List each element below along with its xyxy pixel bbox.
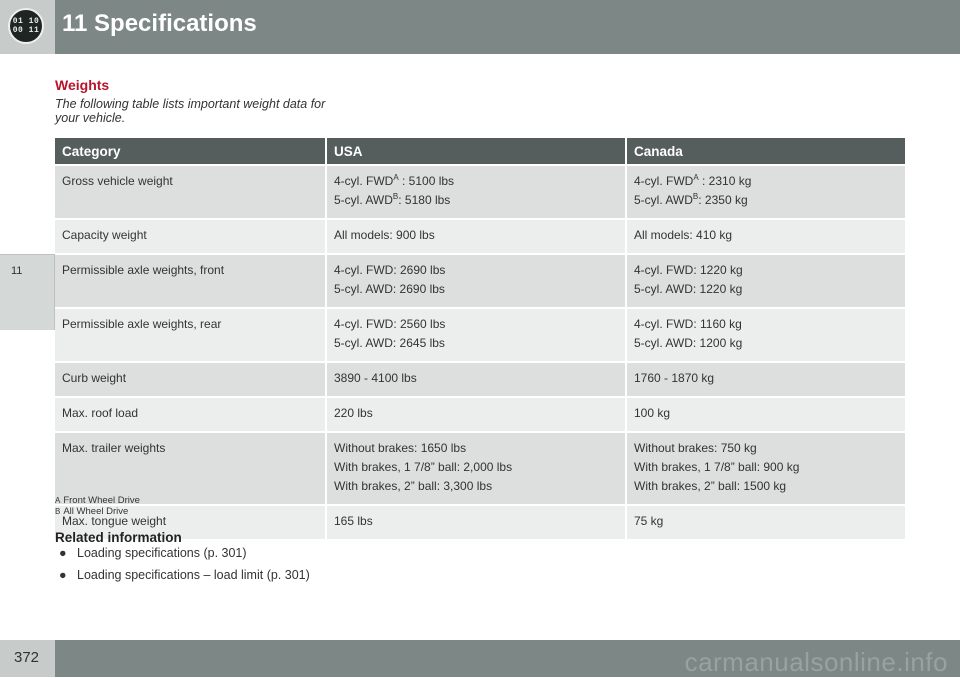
category-text: Permissible axle weights, rear xyxy=(62,317,222,331)
cell-usa xyxy=(327,431,627,504)
footnote-b: B All Wheel Drive xyxy=(55,506,129,517)
table-row xyxy=(55,431,905,504)
logo-line-1: 01 10 xyxy=(12,17,40,26)
logo-line-2: 00 11 xyxy=(12,26,40,35)
usa-value: 4-cyl. $FWD^A$ : 5100 lbs xyxy=(334,173,455,188)
cell-category xyxy=(55,164,327,218)
canada-value: 5-cyl. AWD: 1220 kg xyxy=(634,282,743,296)
canada-value: 4-cyl. FWD: 1220 kg xyxy=(634,263,743,277)
usa-value: With brakes, 2” ball: 3,300 lbs xyxy=(334,479,493,493)
usa-value: 5-cyl. $AWD^B$: 5180 lbs xyxy=(334,192,451,207)
cell-usa xyxy=(327,164,627,218)
chapter-tab[interactable] xyxy=(0,254,55,330)
cell-usa xyxy=(327,396,627,431)
canada-value: With brakes, 1 7/8” ball: 900 kg xyxy=(634,460,800,474)
usa-value: 3890 - 4100 lbs xyxy=(334,371,417,385)
table-row xyxy=(55,504,905,539)
canada-value: With brakes, 2” ball: 1500 kg xyxy=(634,479,787,493)
section-intro: The following table lists important weight data for your vehicle. xyxy=(55,97,326,125)
cell-category xyxy=(55,396,327,431)
footnote-ref: B xyxy=(392,192,399,201)
table-row xyxy=(55,361,905,396)
related-link-1[interactable]: ● Loading specifications (p. 301) xyxy=(59,546,247,560)
related-list xyxy=(55,546,310,590)
usa-value: 4-cyl. FWD: 2560 lbs xyxy=(334,317,446,331)
category-text: Max. tongue weight xyxy=(62,514,167,528)
cell-usa xyxy=(327,307,627,361)
cell-canada xyxy=(627,218,905,253)
cell-usa xyxy=(327,253,627,307)
category-text: Max. trailer weights xyxy=(62,441,166,455)
footnote-ref: A xyxy=(693,173,699,182)
chapter-title: 11 Specifications xyxy=(62,10,257,37)
cell-usa xyxy=(327,504,627,539)
table-body xyxy=(55,164,905,539)
footnote-a: A Front Wheel Drive xyxy=(55,495,140,506)
section-title: Weights xyxy=(55,77,110,93)
table-header-row xyxy=(55,138,905,164)
cell-canada xyxy=(627,504,905,539)
footnotes xyxy=(55,495,140,517)
watermark: carmanualsonline.info xyxy=(684,647,948,677)
header-usa: USA xyxy=(327,138,627,164)
cell-category xyxy=(55,253,327,307)
footnote-ref: B xyxy=(692,192,699,201)
category-text: Gross vehicle weight xyxy=(62,174,173,188)
bullet-icon: ● xyxy=(59,568,67,582)
cell-category xyxy=(55,307,327,361)
usa-value: 5-cyl. AWD: 2645 lbs xyxy=(334,336,445,350)
usa-value: 220 lbs xyxy=(334,406,373,420)
category-text: Max. roof load xyxy=(62,406,139,420)
canada-value: 75 kg xyxy=(634,514,664,528)
canada-value: 4-cyl. FWD: 1160 kg xyxy=(634,317,742,331)
usa-value: Without brakes: 1650 lbs xyxy=(334,441,467,455)
header-category: Category xyxy=(55,138,327,164)
cell-canada xyxy=(627,307,905,361)
related-title: Related information xyxy=(55,530,182,545)
canada-value: 1760 - 1870 kg xyxy=(634,371,715,385)
cell-canada xyxy=(627,361,905,396)
usa-value: 165 lbs xyxy=(334,514,373,528)
usa-value: With brakes, 1 7/8” ball: 2,000 lbs xyxy=(334,460,513,474)
canada-value: 4-cyl. $FWD^A$ : 2310 kg xyxy=(634,173,752,188)
category-text: Permissible axle weights, front xyxy=(62,263,225,277)
page-number: 372 xyxy=(14,649,40,666)
cell-canada xyxy=(627,431,905,504)
table-row xyxy=(55,164,905,218)
cell-usa xyxy=(327,218,627,253)
canada-value: 5-cyl. AWD: 1200 kg xyxy=(634,336,743,350)
cell-category xyxy=(55,431,327,504)
category-text: Curb weight xyxy=(62,371,127,385)
page-number-box xyxy=(0,640,55,677)
usa-value: 4-cyl. FWD: 2690 lbs xyxy=(334,263,446,277)
cell-usa xyxy=(327,361,627,396)
table-row xyxy=(55,396,905,431)
usa-value: All models: 900 lbs xyxy=(334,228,435,242)
chapter-tab-label: 11 xyxy=(11,265,23,277)
cell-canada xyxy=(627,396,905,431)
canada-value: 5-cyl. $AWD^B$: 2350 kg xyxy=(634,192,748,207)
cell-canada xyxy=(627,164,905,218)
table-row xyxy=(55,307,905,361)
cell-category xyxy=(55,361,327,396)
usa-value: 5-cyl. AWD: 2690 lbs xyxy=(334,282,445,296)
sidebar xyxy=(0,54,55,640)
bullet-icon: ● xyxy=(59,546,67,560)
cell-category xyxy=(55,218,327,253)
related-link-2[interactable]: ● Loading specifications – load limit (p. 301) xyxy=(59,568,310,582)
cell-canada xyxy=(627,253,905,307)
logo-box xyxy=(0,0,55,54)
page-footer xyxy=(0,640,960,677)
canada-value: All models: 410 kg xyxy=(634,228,733,242)
canada-value: 100 kg xyxy=(634,406,671,420)
canada-value: Without brakes: 750 kg xyxy=(634,441,757,455)
table-row xyxy=(55,218,905,253)
table-row xyxy=(55,253,905,307)
footnote-ref: A xyxy=(393,173,399,182)
weights-table xyxy=(55,138,905,539)
category-text: Capacity weight xyxy=(62,228,147,242)
chapter-header xyxy=(0,0,960,54)
binary-logo-icon xyxy=(8,8,44,44)
header-canada: Canada xyxy=(627,138,905,164)
